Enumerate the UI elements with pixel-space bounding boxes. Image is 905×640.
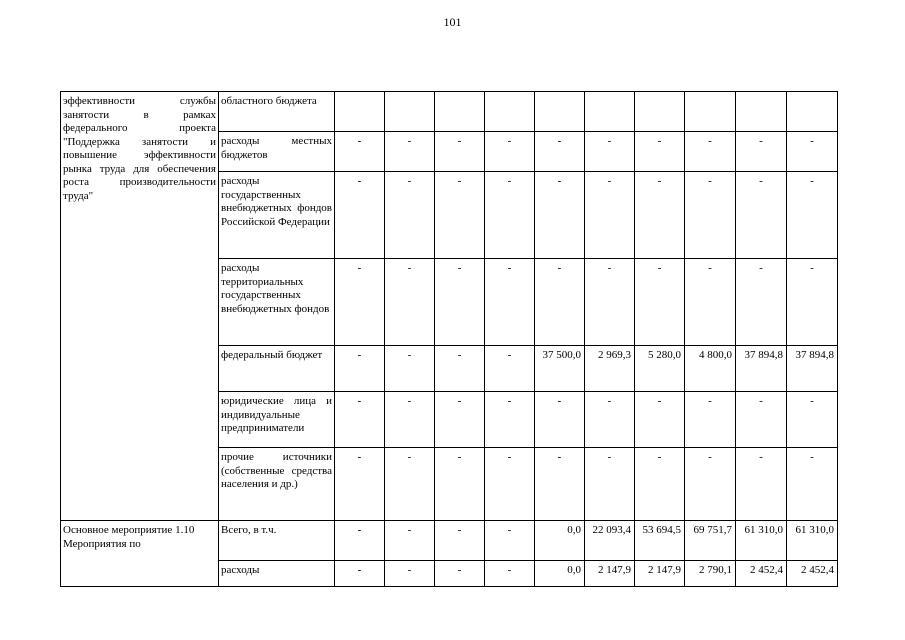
value-cell — [385, 92, 435, 132]
value-cell: 0,0 — [535, 521, 585, 561]
value-cell: - — [385, 259, 435, 346]
value-cell: - — [535, 448, 585, 521]
value-cell: - — [535, 172, 585, 259]
value-cell: 2 147,9 — [635, 561, 685, 587]
value-cell: - — [435, 521, 485, 561]
value-cell: - — [385, 448, 435, 521]
funding-source: Всего, в т.ч. — [219, 521, 335, 561]
value-cell: - — [736, 448, 787, 521]
value-cell: - — [535, 392, 585, 448]
value-cell: 37 894,8 — [736, 346, 787, 392]
funding-source: расходы — [219, 561, 335, 587]
value-cell: - — [585, 448, 635, 521]
value-cell: - — [485, 521, 535, 561]
value-cell: - — [385, 346, 435, 392]
value-cell: - — [787, 392, 838, 448]
value-cell: 61 310,0 — [787, 521, 838, 561]
value-cell: - — [335, 561, 385, 587]
value-cell: - — [335, 172, 385, 259]
value-cell: - — [635, 172, 685, 259]
value-cell: - — [485, 259, 535, 346]
value-cell: - — [335, 346, 385, 392]
value-cell: - — [435, 132, 485, 172]
value-cell: - — [787, 448, 838, 521]
funding-source: областного бюджета — [219, 92, 335, 132]
value-cell: - — [736, 172, 787, 259]
measure-description: эффективности службы занятости в рамках федерального проекта "Поддержка занятости и повышение эффективности рынка труда для обеспечения роста производительности труда" — [61, 92, 219, 521]
value-cell: - — [385, 521, 435, 561]
value-cell: 2 969,3 — [585, 346, 635, 392]
table-row — [61, 521, 838, 561]
value-cell: 2 790,1 — [685, 561, 736, 587]
funding-source: прочие источники (собственные средства населения и др.) — [219, 448, 335, 521]
value-cell — [485, 92, 535, 132]
value-cell: 37 500,0 — [535, 346, 585, 392]
value-cell: - — [485, 392, 535, 448]
value-cell: - — [535, 259, 585, 346]
value-cell — [435, 92, 485, 132]
value-cell: - — [435, 561, 485, 587]
value-cell: 2 147,9 — [585, 561, 635, 587]
value-cell: - — [685, 259, 736, 346]
funding-source: расходы государственных внебюджетных фондов Российской Федерации — [219, 172, 335, 259]
value-cell: - — [635, 132, 685, 172]
funding-source: юридические лица и индивидуальные предприниматели — [219, 392, 335, 448]
table-row — [61, 92, 838, 132]
value-cell: - — [787, 259, 838, 346]
value-cell: - — [685, 448, 736, 521]
value-cell: 0,0 — [535, 561, 585, 587]
value-cell: - — [635, 448, 685, 521]
value-cell: 61 310,0 — [736, 521, 787, 561]
value-cell: 2 452,4 — [787, 561, 838, 587]
value-cell: - — [435, 392, 485, 448]
value-cell: - — [485, 172, 535, 259]
value-cell — [335, 92, 385, 132]
value-cell: - — [385, 392, 435, 448]
value-cell: 53 694,5 — [635, 521, 685, 561]
value-cell: - — [435, 448, 485, 521]
value-cell — [535, 92, 585, 132]
value-cell: - — [335, 448, 385, 521]
value-cell: - — [635, 259, 685, 346]
value-cell: - — [385, 132, 435, 172]
value-cell: - — [335, 132, 385, 172]
value-cell: - — [585, 259, 635, 346]
value-cell: - — [435, 346, 485, 392]
budget-table — [60, 91, 838, 587]
value-cell: - — [736, 392, 787, 448]
value-cell — [585, 92, 635, 132]
value-cell: - — [685, 172, 736, 259]
funding-source: федеральный бюджет — [219, 346, 335, 392]
value-cell: 2 452,4 — [736, 561, 787, 587]
value-cell: 37 894,8 — [787, 346, 838, 392]
value-cell: - — [685, 132, 736, 172]
value-cell: 69 751,7 — [685, 521, 736, 561]
value-cell: - — [787, 132, 838, 172]
value-cell: - — [485, 346, 535, 392]
funding-source: расходы местных бюджетов — [219, 132, 335, 172]
measure-title: Основное мероприятие 1.10 — [63, 524, 195, 536]
value-cell: 5 280,0 — [635, 346, 685, 392]
page-number: 101 — [443, 15, 462, 29]
value-cell: - — [335, 259, 385, 346]
value-cell: - — [585, 132, 635, 172]
value-cell — [685, 92, 736, 132]
value-cell: - — [385, 561, 435, 587]
value-cell — [736, 92, 787, 132]
value-cell: - — [585, 172, 635, 259]
funding-source: расходы территориальных государственных внебюджетных фондов — [219, 259, 335, 346]
value-cell — [787, 92, 838, 132]
value-cell: - — [485, 561, 535, 587]
value-cell: - — [485, 448, 535, 521]
value-cell: 4 800,0 — [685, 346, 736, 392]
value-cell: - — [335, 392, 385, 448]
measure-description — [61, 521, 219, 587]
value-cell: - — [585, 392, 635, 448]
value-cell — [635, 92, 685, 132]
value-cell: - — [736, 132, 787, 172]
value-cell: - — [335, 521, 385, 561]
value-cell: - — [736, 259, 787, 346]
value-cell: 22 093,4 — [585, 521, 635, 561]
value-cell: - — [485, 132, 535, 172]
value-cell: - — [635, 392, 685, 448]
value-cell: - — [787, 172, 838, 259]
value-cell: - — [535, 132, 585, 172]
value-cell: - — [435, 259, 485, 346]
value-cell: - — [435, 172, 485, 259]
value-cell: - — [385, 172, 435, 259]
measure-subtitle: Мероприятия по — [63, 537, 141, 550]
value-cell: - — [685, 392, 736, 448]
